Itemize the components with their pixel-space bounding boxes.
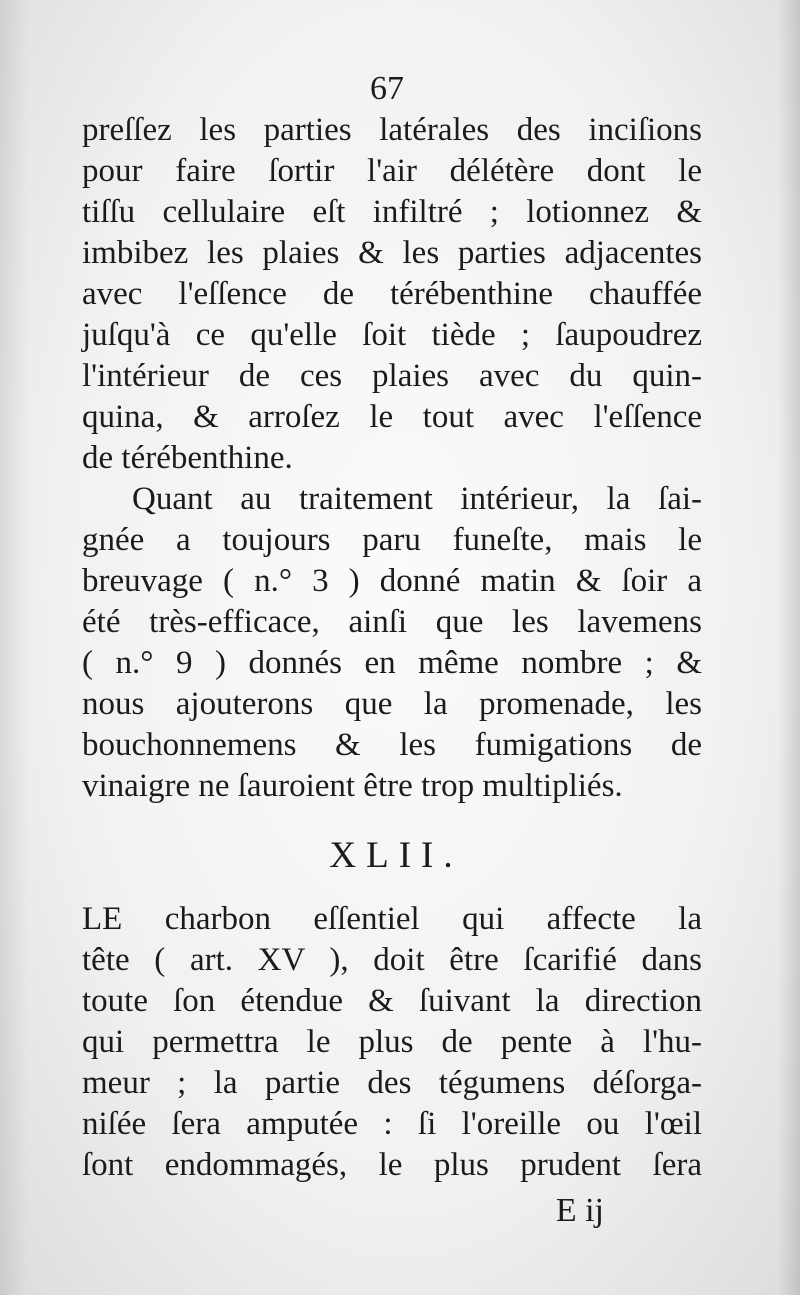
text-line: de térébenthine. [82, 440, 293, 476]
text-line: breuvage ( n.° 3 ) donné matin & ſoir a [82, 563, 702, 599]
text-line: LE charbon eſſentiel qui affecte la [82, 901, 702, 937]
text-line: tête ( art. XV ), doit être ſcarifié dans [82, 942, 702, 978]
text-line: preſſez les parties latérales des inciſions [82, 112, 702, 148]
text-line: juſqu'à ce qu'elle ſoit tiède ; ſaupoudrez [82, 317, 702, 353]
text-line: avec l'eſſence de térébenthine chauffée [82, 276, 702, 312]
signature-mark: E ij [555, 1192, 604, 1229]
text-line: ſont endommagés, le plus prudent ſera [82, 1147, 702, 1183]
text-line: niſée ſera amputée : ſi l'oreille ou l'œil [82, 1106, 702, 1142]
text-line: ( n.° 9 ) donnés en même nombre ; & [82, 645, 702, 681]
text-line: l'intérieur de ces plaies avec du quin- [82, 358, 702, 394]
text-line: tiſſu cellulaire eſt infiltré ; lotionnez & [82, 194, 702, 230]
text-line: bouchonnemens & les fumigations de [82, 727, 702, 763]
text-block [82, 70, 702, 1232]
paragraph-2 [82, 479, 702, 807]
text-line: imbibez les plaies & les parties adjacentes [82, 235, 702, 271]
page-right-shadow [778, 0, 800, 1295]
page-left-shadow [0, 0, 28, 1295]
paragraph-1 [82, 110, 702, 479]
text-line: nous ajouterons que la promenade, les [82, 686, 702, 722]
text-line: meur ; la partie des tégumens déſorga- [82, 1065, 702, 1101]
text-line: gnée a toujours paru funeſte, mais le [82, 522, 702, 558]
paragraph-3 [82, 899, 702, 1186]
text-line: été très-efficace, ainſi que les lavemens [82, 604, 702, 640]
section-heading: XLII. [329, 835, 463, 876]
page-number: 67 [370, 70, 404, 107]
text-line: pour faire ſortir l'air délétère dont le [82, 153, 702, 189]
text-line: qui permettra le plus de pente à l'hu- [82, 1024, 702, 1060]
text-line: Quant au traitement intérieur, la ſai- [132, 481, 702, 517]
text-line: vinaigre ne ſauroient être trop multipliés. [82, 768, 623, 804]
text-line: quina, & arroſez le tout avec l'eſſence [82, 399, 702, 435]
text-line: toute ſon étendue & ſuivant la direction [82, 983, 702, 1019]
